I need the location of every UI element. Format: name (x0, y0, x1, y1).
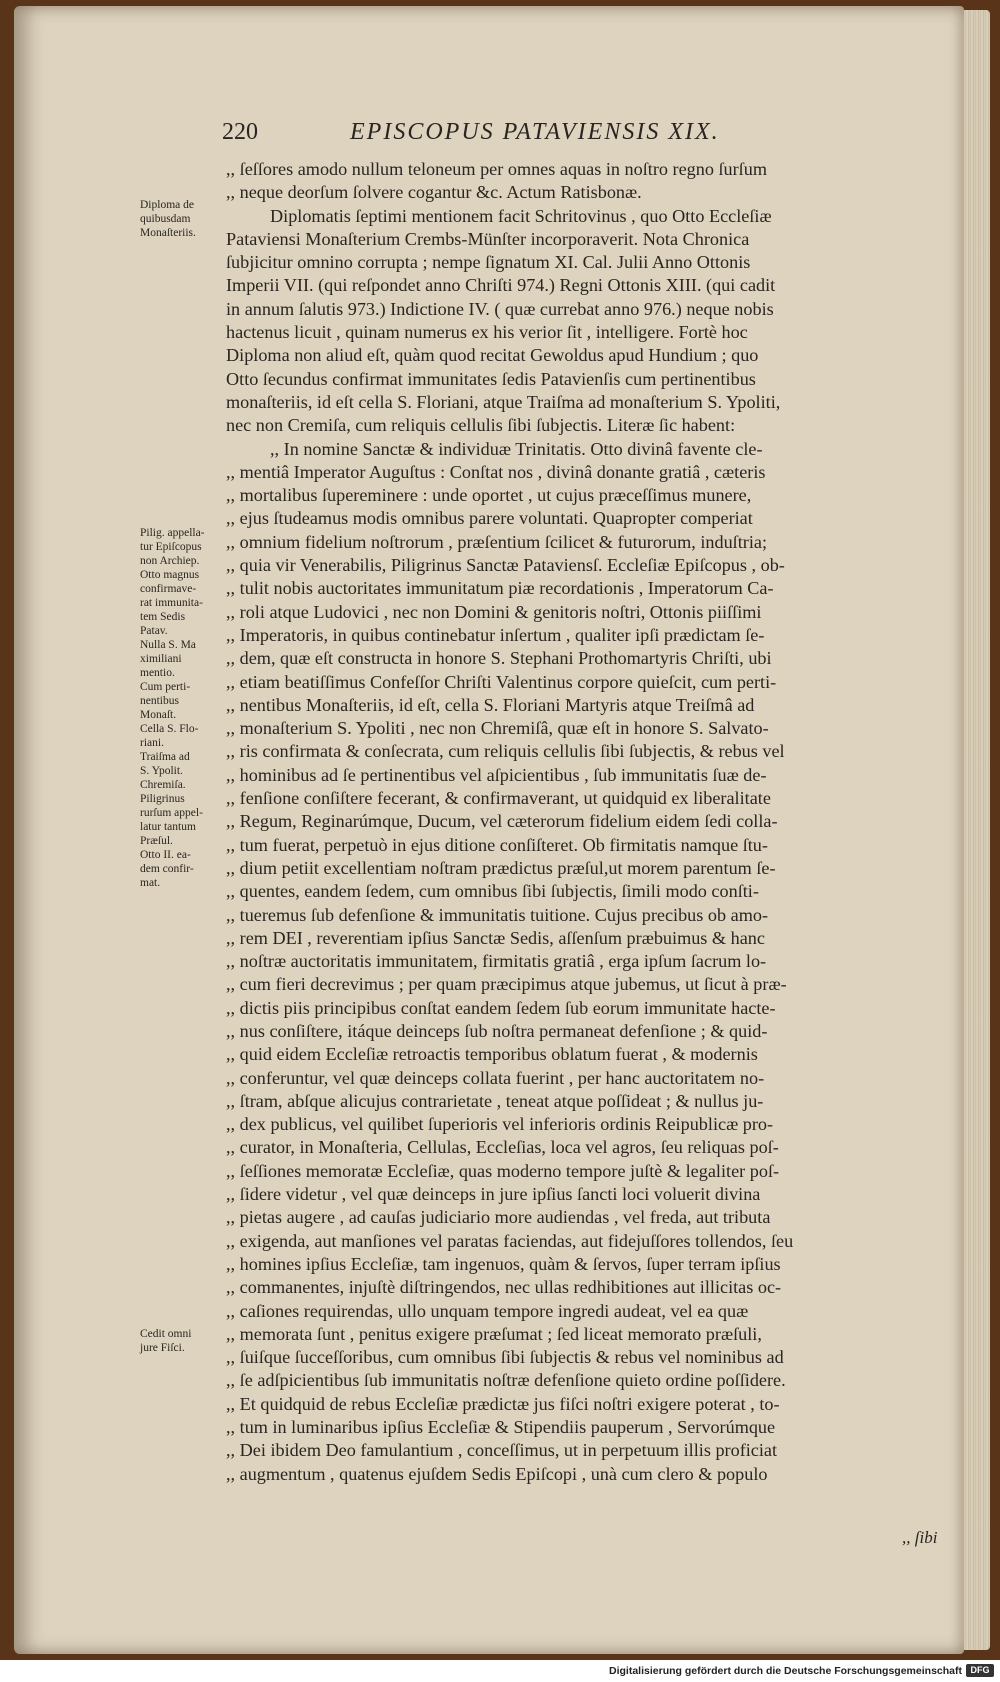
text-line: ,, quentes, eandem ſedem, cum omnibus ſibi ſubjectis, ſimili modo conſti- (226, 881, 759, 902)
text-line: Otto ſecundus confirmat immunitates ſedis Patavienſis cum pertinentibus (226, 368, 756, 389)
text-line: ,, Regum, Reginarúmque, Ducum, vel cæterorum fidelium eidem ſedi colla- (226, 811, 778, 832)
text-line: ,, ejus ſtudeamus modis omnibus parere voluntati. Quapropter comperiat (226, 508, 753, 529)
text-line: ,, tum in luminaribus ipſius Eccleſiæ & Stipendiis pauperum , Servorúmque (226, 1417, 776, 1438)
text-line: Diploma non aliud eſt, quàm quod recitat Gewoldus apud Hundium ; quo (226, 345, 759, 366)
text-line: ,, ſeſſores amodo nullum teloneum per omnes aquas in noſtro regno ſurſum (226, 159, 767, 179)
text-line: ,, Imperatoris, in quibus continebatur inſertum , qualiter ipſi prædictam ſe- (226, 624, 765, 645)
text-line: ſubjicitur omnino corrupta ; nempe ſignatum XI. Cal. Julii Anno Ottonis (226, 252, 751, 273)
margin-note-line: riani. (140, 737, 164, 749)
text-line: ,, nentibus Monaſteriis, id eſt, cella S. Floriani Martyris atque Treiſmâ ad (226, 694, 755, 715)
margin-note-line: confirmave- (140, 583, 197, 595)
margin-note-line: Nulla S. Ma (140, 639, 196, 651)
text-line: ,, Dei ibidem Deo famulantium , conceſſimus, ut in perpetuum illis proficiat (226, 1440, 778, 1461)
text-line: nec non Cremiſa, cum reliquis cellulis ſibi ſubjectis. Literæ ſic habent: (226, 415, 736, 436)
text-line: ,, nus conſiſtere, itáque deinceps ſub noſtra permaneat defenſione ; & quid- (226, 1020, 768, 1041)
page-edges (964, 10, 990, 1650)
text-line: ,, caſiones requirendas, ullo unquam tempore ingredi audeat, vel ea quæ (226, 1300, 749, 1321)
text-line: ,, dem, quæ eſt constructa in honore S. Stephani Prothomartyris Chriſti, ubi (226, 648, 772, 669)
margin-note-line: Otto magnus (140, 569, 200, 581)
margin-note-line: tem Sedis (140, 611, 186, 623)
text-line: ,, monaſterium S. Ypoliti , nec non Chremiſâ, quæ eſt in honore S. Salvato- (226, 718, 769, 739)
margin-note-line: Traiſma ad (140, 751, 190, 763)
text-line: ,, tulit nobis auctoritates immunitatum piæ recordationis , Imperatorum Ca- (226, 578, 774, 599)
margin-note-line: S. Ypolit. (140, 765, 183, 777)
margin-note-line: Præſul. (140, 835, 173, 847)
margin-note (140, 1327, 224, 1355)
text-line: ,, dium petiit excellentiam noſtram prædictus præſul,ut morem parentum ſe- (226, 857, 776, 878)
catchword: ,, ſibi (902, 1528, 938, 1547)
margin-note-line: Pilig. appella- (140, 527, 205, 539)
text-line: ,, tum fuerat, perpetuò in ejus ditione conſiſteret. Ob firmitatis namque ſtu- (226, 834, 768, 855)
text-line: ,, quia vir Venerabilis, Piligrinus Sanctæ Pataviensſ. Eccleſiæ Epiſcopus , ob- (226, 555, 785, 576)
text-line: ,, exigenda, aut manſiones vel paratas faciendas, aut fidejuſſores tollendos, ſeu (226, 1230, 794, 1251)
text-line: ,, dex publicus, vel quilibet ſuperioris vel inferioris ordinis Reipublicæ pro- (226, 1114, 774, 1135)
margin-note-line: ximiliani (140, 653, 182, 665)
margin-note-line: Otto II. ea- (140, 849, 191, 861)
margin-note-line: Cella S. Flo- (140, 723, 199, 735)
body-text (226, 158, 948, 1486)
margin-note-line: Monaſteriis. (140, 227, 196, 239)
text-line: ,, memorata ſunt , penitus exigere præſumat ; ſed liceat memorato præſuli, (226, 1323, 762, 1344)
text-line: ,, homines ipſius Eccleſiæ, tam ingenuos, quàm & ſervos, ſuper terram ipſius (226, 1253, 781, 1274)
text-line: ,, mortalibus ſupereminere : unde oportet , ut cujus præceſſimus munere, (226, 485, 752, 506)
text-line: Diplomatis ſeptimi mentionem facit Schritovinus , quo Otto Eccleſiæ (270, 205, 772, 226)
margin-note (140, 198, 224, 240)
text-line: ,, cum fieri decrevimus ; per quam præcipimus atque jubemus, ut ſicut à præ- (226, 974, 787, 995)
margin-note-line: Diploma de (140, 199, 194, 211)
text-line: ,, ſuiſque ſucceſſoribus, cum omnibus ſibi ſubjectis & rebus vel nominibus ad (226, 1347, 784, 1368)
text-line: Pataviensi Monaſterium Crembs-Münſter incorporaverit. Nota Chronica (226, 228, 750, 249)
margin-note-line: dem confir- (140, 863, 194, 875)
text-line: ,, conferuntur, vel quæ deinceps collata fuerint , per hanc auctoritatem no- (226, 1067, 765, 1088)
margin-note-line: quibusdam (140, 213, 191, 225)
margin-note-line: mentio. (140, 667, 175, 679)
text-line: ,, ris confirmata & conſecrata, cum reliquis cellulis ſibi ſubjectis, & rebus vel (226, 741, 785, 762)
text-line: ,, dictis piis principibus conſtat eandem ſedem ſub eorum immunitate hacte- (226, 997, 776, 1018)
margin-note-line: non Archiep. (140, 555, 200, 567)
text-line: in annum ſalutis 973.) Indictione IV. ( quæ currebat anno 976.) neque nobis (226, 298, 774, 319)
margin-note (140, 526, 224, 890)
text-line: ,, hominibus ad ſe pertinentibus vel aſpicientibus , ſub immunitatis ſuæ de- (226, 764, 767, 785)
text-line: ,, curator, in Monaſteria, Cellulas, Eccleſias, loca vel agros, ſeu reliquas poſ- (226, 1137, 779, 1158)
margin-note-line: Piligrinus (140, 793, 185, 805)
text-line: ,, omnium fidelium noſtrorum , præſentium ſcilicet & futurorum, induſtria; (226, 531, 767, 552)
text-line: monaſteriis, id eſt cella S. Floriani, atque Traiſma ad monaſterium S. Ypoliti, (226, 391, 781, 412)
text-line: ,, rem DEI , reverentiam ipſius Sanctæ Sedis, aſſenſum præbuimus & hanc (226, 927, 765, 948)
dfg-logo: DFG (966, 1664, 994, 1677)
text-line: ,, In nomine Sanctæ & individuæ Trinitatis. Otto divinâ favente cle- (270, 438, 763, 459)
text-line: ,, augmentum , quatenus ejuſdem Sedis Epiſcopi , unà cum clero & populo (226, 1463, 768, 1484)
margin-note-line: Patav. (140, 625, 168, 637)
page-header (222, 119, 827, 151)
margin-note-line: rurſum appel- (140, 807, 203, 819)
text-line: ,, etiam beatiſſimus Confeſſor Chriſti Valentinus corpore quieſcit, cum perti- (226, 671, 777, 692)
text-line: ,, ſeſſiones memoratæ Eccleſiæ, quas moderno tempore juſtè & legaliter poſ- (226, 1160, 780, 1181)
margin-note-line: Cum perti- (140, 681, 191, 693)
margin-note-line: latur tantum (140, 821, 196, 833)
text-line: Imperii VII. (qui reſpondet anno Chriſti 974.) Regni Ottonis XIII. (qui cadit (226, 275, 776, 296)
margin-note-line: rat immunita- (140, 597, 203, 609)
margin-note-line: Monaſt. (140, 709, 177, 721)
text-line: ,, Et quidquid de rebus Eccleſiæ prædictæ jus fiſci noſtri exigere poterat , to- (226, 1393, 780, 1414)
margin-note-line: Cedit omni (140, 1328, 192, 1340)
running-head: EPISCOPUS PATAVIENSIS XIX. (350, 119, 720, 145)
margin-note-line: mat. (140, 877, 161, 889)
text-line: ,, commanentes, injuſtè diſtringendos, nec ullas redhibitiones aut illicitas oc- (226, 1277, 782, 1298)
text-line: ,, quid eidem Eccleſiæ retroactis temporibus oblatum fuerat , & modernis (226, 1044, 758, 1065)
text-line: ,, pietas augere , ad cauſas judiciario more audiendas , vel freda, aut tributa (226, 1207, 771, 1228)
margin-note-line: Chremiſa. (140, 779, 186, 791)
text-line: ,, neque deorſum ſolvere cogantur &c. Actum Ratisbonæ. (226, 182, 642, 203)
text-line: ,, tueremus ſub defenſione & immunitatis tuitione. Cujus precibus ob amo- (226, 904, 769, 925)
margin-note-line: nentibus (140, 695, 179, 707)
page-number: 220 (222, 119, 258, 145)
margin-note-line: tur Epiſcopus (140, 541, 202, 553)
text-line: ,, ſe adſpicientibus ſub immunitatis noſtræ defenſione quieto ordine poſſidere. (226, 1370, 786, 1391)
text-line: ,, ſidere videtur , vel quæ deinceps in jure ipſius ſancti loci voluerit divina (226, 1184, 761, 1205)
text-line: ,, mentiâ Imperator Auguſtus : Conſtat nos , divinâ donante gratiâ , cæteris (226, 461, 766, 482)
text-line: ,, roli atque Ludovici , nec non Domini & genitoris noſtri, Ottonis piiſſimi (226, 601, 762, 622)
digitization-credit: Digitalisierung gefördert durch die Deutsche Forschungsgemeinschaft (609, 1665, 962, 1677)
text-line: ,, noſtræ auctoritatis immunitatem, firmitatis gratiâ , erga ipſum ſacrum lo- (226, 951, 767, 972)
text-line: hactenus licuit , quinam numerus ex his verior ſit , intelligere. Fortè hoc (226, 322, 748, 343)
text-line: ,, fenſione conſiſtere fecerant, & confirmaverant, ut quidquid ex liberalitate (226, 788, 771, 809)
margin-note-line: jure Fiſci. (140, 1342, 185, 1354)
text-line: ,, ſtram, abſque alicujus contrarietate , teneat atque poſſideat ; & nullus ju- (226, 1090, 764, 1111)
